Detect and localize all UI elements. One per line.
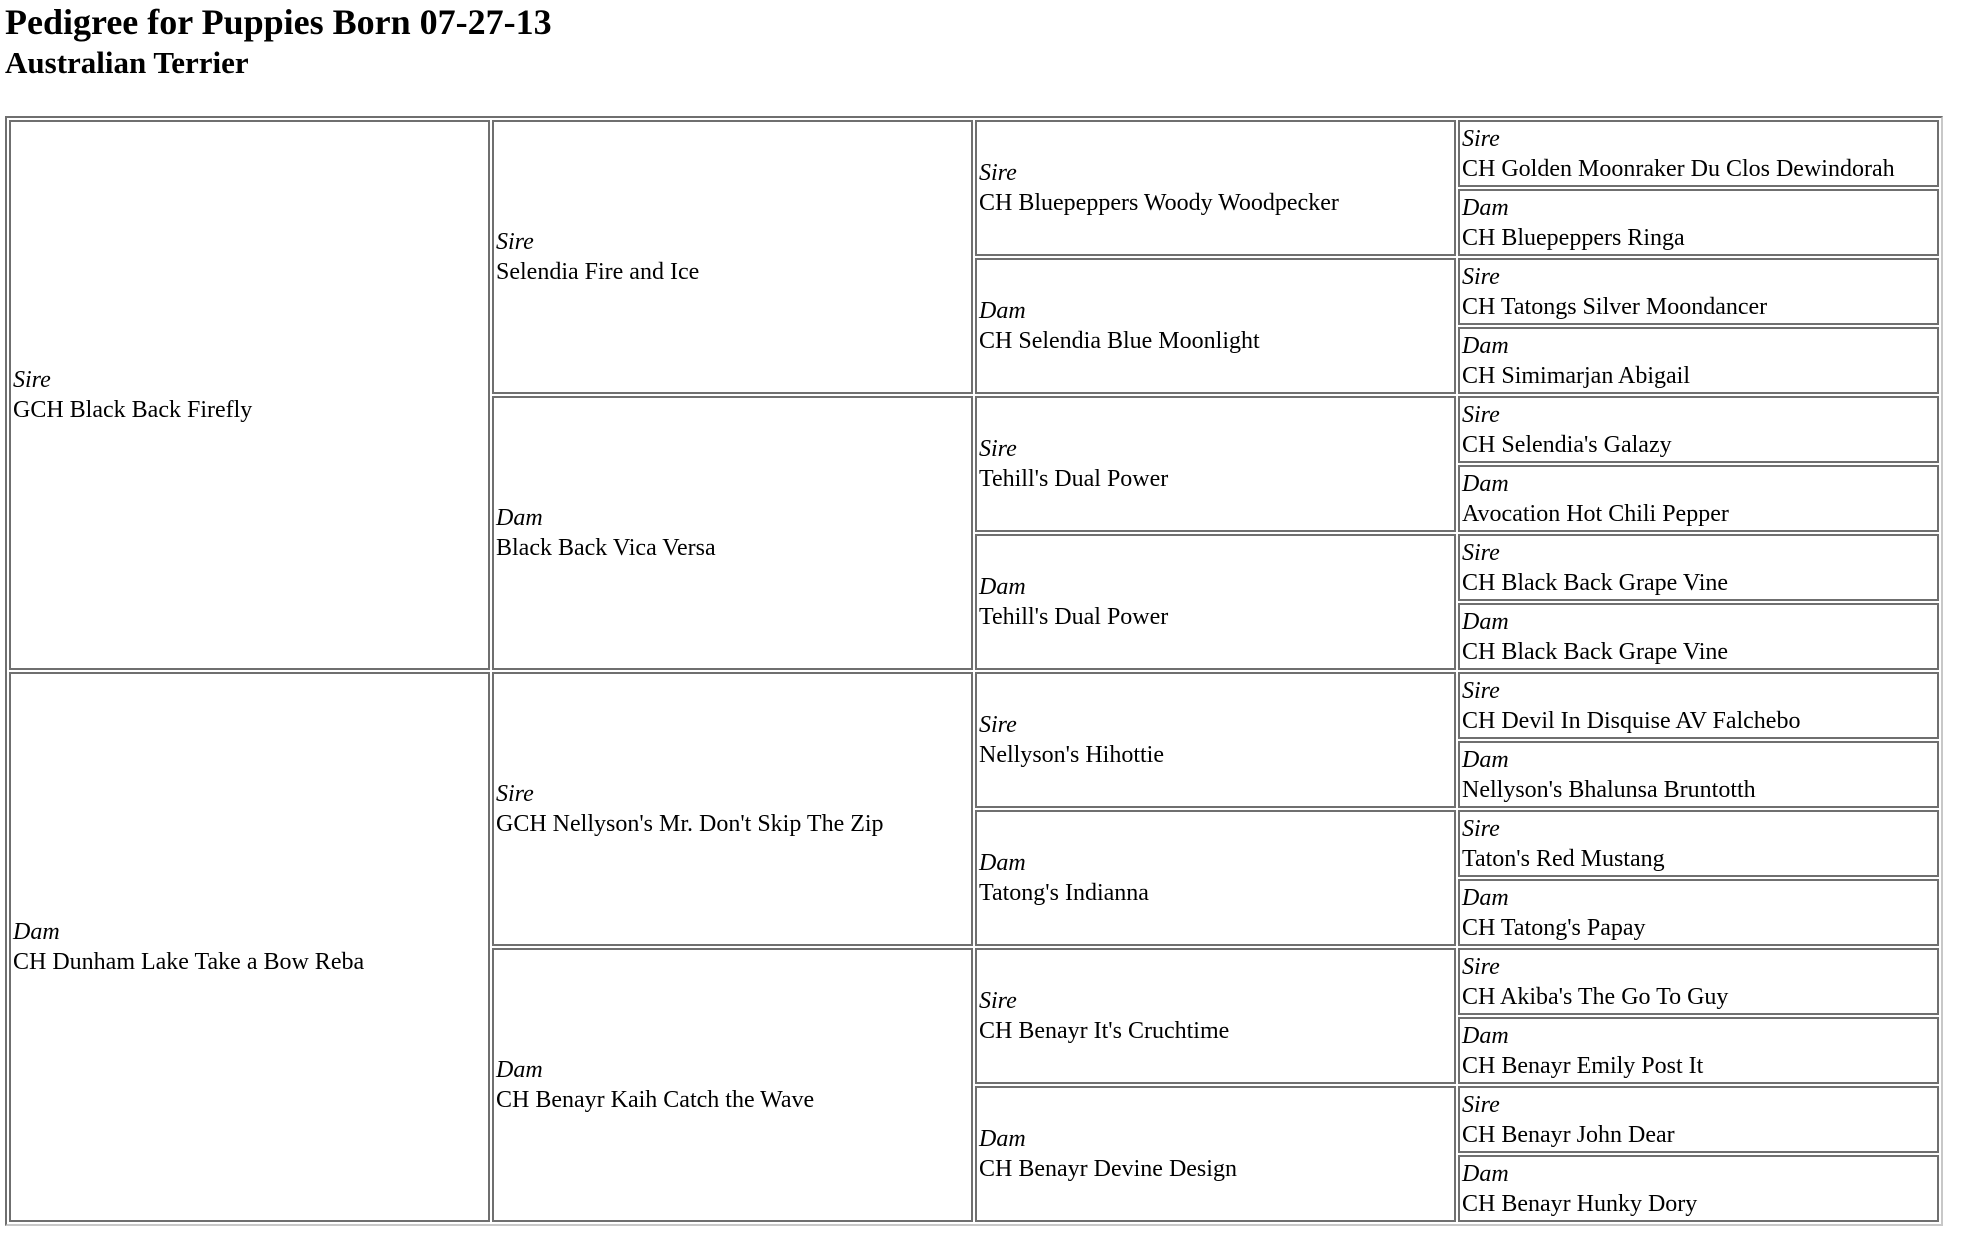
dog-name: Nellyson's Hihottie — [979, 742, 1164, 768]
pedigree-table — [5, 116, 1943, 1226]
pedigree-cell-sire-dam-dam-sire — [1458, 534, 1939, 601]
pedigree-cell-sire-dam-sire-sire — [1458, 396, 1939, 463]
role-label: Sire — [979, 160, 1017, 186]
role-label: Dam — [1462, 884, 1509, 911]
pedigree-cell-dam-sire-dam-sire — [1458, 810, 1939, 877]
role-label: Dam — [1462, 1160, 1509, 1187]
pedigree-cell-sire-dam — [492, 396, 973, 670]
pedigree-cell-sire-sire-sire — [975, 120, 1456, 256]
role-label: Sire — [496, 229, 534, 255]
role-label: Dam — [1462, 470, 1509, 497]
role-label: Dam — [1462, 608, 1509, 635]
pedigree-cell-dam-dam-sire — [975, 948, 1456, 1084]
role-label: Sire — [1462, 401, 1500, 428]
dog-name: CH Bluepeppers Woody Woodpecker — [979, 190, 1339, 216]
pedigree-cell-dam-sire-sire — [975, 672, 1456, 808]
pedigree-cell-dam-dam-sire-sire — [1458, 948, 1939, 1015]
page-title: Pedigree for Puppies Born 07-27-13 — [5, 2, 552, 42]
role-label: Dam — [1462, 746, 1509, 773]
role-label: Sire — [496, 781, 534, 807]
dog-name: Taton's Red Mustang — [1462, 845, 1665, 872]
pedigree-cell-dam-sire-dam — [975, 810, 1456, 946]
dog-name: Nellyson's Bhalunsa Bruntotth — [1462, 776, 1756, 803]
role-label: Dam — [13, 919, 60, 945]
pedigree-cell-dam — [9, 672, 490, 1222]
role-label: Sire — [1462, 677, 1500, 704]
role-label: Sire — [1462, 125, 1500, 152]
role-label: Dam — [979, 850, 1026, 876]
dog-name: CH Devil In Disquise AV Falchebo — [1462, 707, 1801, 734]
pedigree-cell-sire-sire-sire-sire — [1458, 120, 1939, 187]
role-label: Dam — [979, 1126, 1026, 1152]
dog-name: GCH Nellyson's Mr. Don't Skip The Zip — [496, 811, 884, 837]
dog-name: Avocation Hot Chili Pepper — [1462, 500, 1729, 527]
pedigree-cell-dam-dam-dam — [975, 1086, 1456, 1222]
pedigree-cell-sire-dam-dam-dam — [1458, 603, 1939, 670]
role-label: Dam — [1462, 1022, 1509, 1049]
role-label: Dam — [979, 298, 1026, 324]
role-label: Dam — [979, 574, 1026, 600]
role-label: Sire — [979, 988, 1017, 1014]
dog-name: CH Selendia Blue Moonlight — [979, 328, 1260, 354]
dog-name: Tehill's Dual Power — [979, 466, 1169, 492]
role-label: Dam — [496, 505, 543, 531]
page-subtitle: Australian Terrier — [5, 45, 249, 80]
dog-name: CH Benayr Hunky Dory — [1462, 1190, 1698, 1217]
pedigree-cell-sire-dam-sire — [975, 396, 1456, 532]
role-label: Dam — [496, 1057, 543, 1083]
dog-name: CH Benayr Devine Design — [979, 1156, 1237, 1182]
dog-name: CH Black Back Grape Vine — [1462, 569, 1729, 596]
role-label: Sire — [13, 367, 51, 393]
dog-name: Tehill's Dual Power — [979, 604, 1169, 630]
pedigree-cell-dam-dam-dam-dam — [1458, 1155, 1939, 1222]
dog-name: Black Back Vica Versa — [496, 535, 716, 561]
dog-name: CH Benayr It's Cruchtime — [979, 1018, 1230, 1044]
dog-name: CH Benayr John Dear — [1462, 1121, 1675, 1148]
pedigree-cell-sire-sire-sire-dam — [1458, 189, 1939, 256]
pedigree-cell-sire-sire-dam — [975, 258, 1456, 394]
dog-name: CH Bluepeppers Ringa — [1462, 224, 1685, 251]
role-label: Sire — [979, 436, 1017, 462]
pedigree-cell-sire — [9, 120, 490, 670]
role-label: Sire — [1462, 815, 1500, 842]
role-label: Sire — [1462, 539, 1500, 566]
dog-name: GCH Black Back Firefly — [13, 397, 253, 423]
pedigree-cell-dam-dam-sire-dam — [1458, 1017, 1939, 1084]
pedigree-cell-dam-dam — [492, 948, 973, 1222]
role-label: Dam — [1462, 194, 1509, 221]
role-label: Sire — [1462, 953, 1500, 980]
role-label: Sire — [1462, 263, 1500, 290]
pedigree-cell-sire-dam-sire-dam — [1458, 465, 1939, 532]
pedigree-cell-sire-sire — [492, 120, 973, 394]
dog-name: CH Selendia's Galazy — [1462, 431, 1672, 458]
dog-name: CH Black Back Grape Vine — [1462, 638, 1729, 665]
dog-name: CH Tatong's Papay — [1462, 914, 1646, 941]
role-label: Sire — [979, 712, 1017, 738]
pedigree-cell-dam-sire-dam-dam — [1458, 879, 1939, 946]
dog-name: CH Simimarjan Abigail — [1462, 362, 1690, 389]
role-label: Dam — [1462, 332, 1509, 359]
dog-name: CH Benayr Emily Post It — [1462, 1052, 1704, 1079]
pedigree-cell-dam-sire-sire-dam — [1458, 741, 1939, 808]
dog-name: CH Golden Moonraker Du Clos Dewindorah — [1462, 155, 1895, 182]
pedigree-cell-dam-sire — [492, 672, 973, 946]
pedigree-cell-sire-sire-dam-dam — [1458, 327, 1939, 394]
dog-name: Tatong's Indianna — [979, 880, 1149, 906]
pedigree-cell-dam-sire-sire-sire — [1458, 672, 1939, 739]
dog-name: CH Tatongs Silver Moondancer — [1462, 293, 1768, 320]
dog-name: CH Akiba's The Go To Guy — [1462, 983, 1729, 1010]
dog-name: CH Dunham Lake Take a Bow Reba — [13, 949, 365, 975]
role-label: Sire — [1462, 1091, 1500, 1118]
pedigree-cell-dam-dam-dam-sire — [1458, 1086, 1939, 1153]
dog-name: CH Benayr Kaih Catch the Wave — [496, 1087, 815, 1113]
dog-name: Selendia Fire and Ice — [496, 259, 700, 285]
pedigree-cell-sire-dam-dam — [975, 534, 1456, 670]
pedigree-cell-sire-sire-dam-sire — [1458, 258, 1939, 325]
